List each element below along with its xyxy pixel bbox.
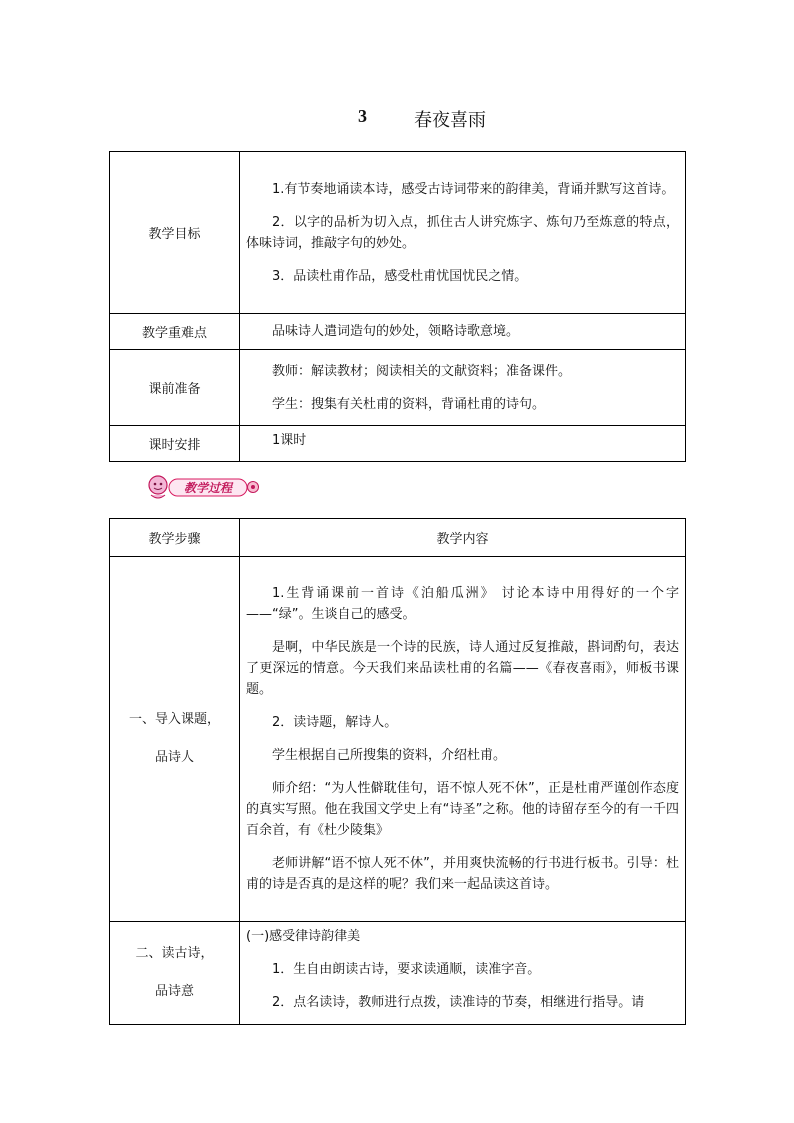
content-paragraph: 老师讲解“语不惊人死不休”，并用爽快流畅的行书进行板书。引导：杜甫的诗是否真的是这样的呢？我们来一起品读这首诗。 [246,856,679,892]
header-step: 教学步骤 [110,519,240,557]
process-table [109,518,686,1025]
info-content [240,152,686,314]
info-label: 课时安排 [110,426,240,462]
lesson-title [0,104,794,132]
prep-student: 学生：搜集有关杜甫的资料，背诵杜甫的诗句。 [272,396,546,412]
info-row-schedule [110,426,686,462]
header-content: 教学内容 [240,519,686,557]
content-paragraph: 学生根据自己所搜集的资料，介绍杜甫。 [272,748,507,763]
badge-text: 教学过程 [183,481,233,495]
process-row [110,557,686,922]
process-content [240,557,686,922]
step-line: 品诗意 [154,984,194,999]
info-content [240,350,686,426]
content-paragraph: 1.生背诵课前一首诗《泊船瓜洲》 讨论本诗中用得好的一个字——“绿”。生谈自己的感受。 [246,586,679,622]
process-step [110,922,240,1025]
info-label: 教学重难点 [110,314,240,350]
info-label: 教学目标 [110,152,240,314]
content-paragraph: 2．读诗题，解诗人。 [272,715,398,730]
step-line: 一、导入课题， [128,712,220,727]
objective-1: 1.有节奏地诵读本诗，感受古诗词带来的韵律美，背诵并默写这首诗。 [272,181,675,197]
schedule-value: 1课时 [272,433,307,448]
process-step [110,557,240,922]
info-content [240,426,686,462]
info-row-key-points [110,314,686,350]
lesson-name: 春夜喜雨 [414,110,486,131]
info-label: 课前准备 [110,350,240,426]
cartoon-figure-icon [149,476,167,498]
content-paragraph: 2．点名读诗，教师进行点拨，读准诗的节奏，相继进行指导。请 [272,995,645,1010]
info-row-objectives [110,152,686,314]
process-row [110,922,686,1025]
content-paragraph: 师介绍：“为人性僻耽佳句，语不惊人死不休”，正是杜甫严谨创作态度的真实写照。他在我国文学史上有“诗圣”之称。他的诗留存至今的有一千四百余首，有《杜少陵集》 [246,781,679,838]
objective-2: 2．以字的品析为切入点，抓住古人讲究炼字、炼句乃至炼意的特点，体味诗词，推敲字句的妙处。 [246,214,679,251]
info-row-preparation [110,350,686,426]
content-paragraph: 是啊，中华民族是一个诗的民族，诗人通过反复推敲，斟词酌句，表达了更深远的情意。今天我们来品读杜甫的名篇——《春夜喜雨》，师板书课题。 [246,640,679,697]
content-paragraph: 1．生自由朗读古诗，要求读通顺，读准字音。 [272,962,541,977]
prep-teacher: 教师：解读教材；阅读相关的文献资料；准备课件。 [272,363,572,379]
key-point: 品味诗人遣词造句的妙处，领略诗歌意境。 [272,324,520,339]
step-line: 品诗人 [154,750,194,765]
flower-icon [248,482,259,493]
info-table [109,151,686,462]
step-line: 二、读古诗， [135,946,214,961]
process-content [240,922,686,1025]
lesson-number: 3 [358,106,367,126]
objective-3: 3．品读杜甫作品，感受杜甫忧国忧民之情。 [272,268,528,284]
info-content [240,314,686,350]
process-header-row [110,519,686,557]
teaching-process-badge [143,474,261,500]
content-subheading: (一)感受律诗韵律美 [246,929,361,944]
